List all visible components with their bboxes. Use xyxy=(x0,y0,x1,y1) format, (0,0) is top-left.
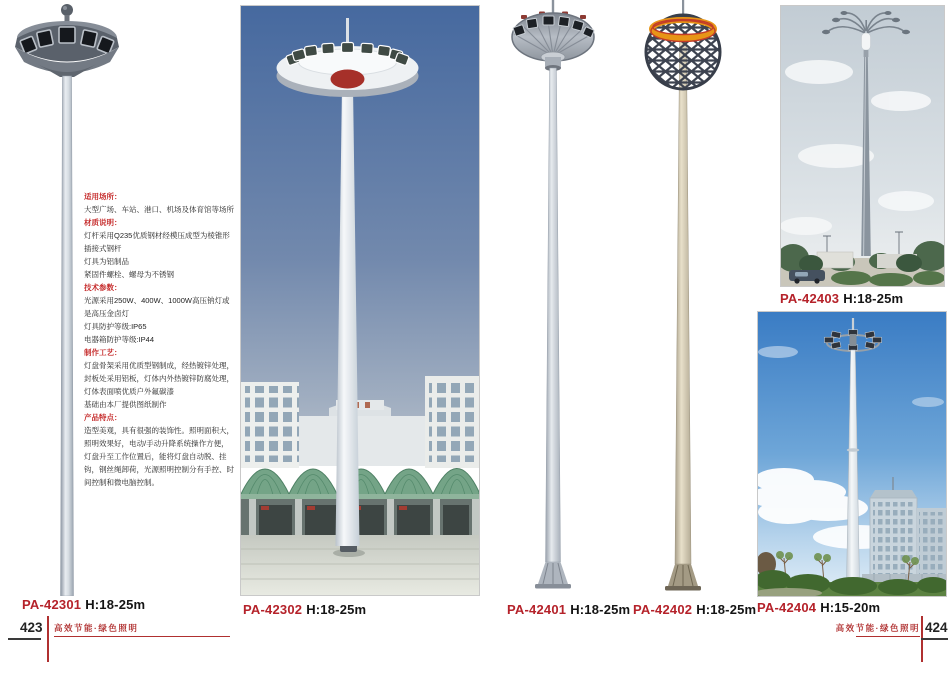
highmast-photo-42404 xyxy=(757,311,947,597)
product-caption-42301 xyxy=(22,597,145,612)
spec-text xyxy=(84,190,236,489)
product-caption-42401 xyxy=(507,602,630,617)
spec-heading: 材质说明： xyxy=(84,218,122,227)
spec-line: 电器箱防护等级:IP44 xyxy=(84,335,155,344)
highmast-pole-42401-illustration xyxy=(487,0,622,598)
footer-divider-left xyxy=(47,616,49,662)
footer-underline-right xyxy=(856,636,920,637)
footer-rule-left xyxy=(8,638,41,640)
spec-heading: 制作工艺： xyxy=(84,348,122,357)
footer-slogan-right: 高效节能·绿色照明 xyxy=(835,623,920,633)
spec-line: 光源采用250W、400W、1000W高压钠灯或是高压金卤灯 xyxy=(84,296,230,318)
spec-line: 基础由本厂提供图纸制作 xyxy=(84,400,167,409)
product-caption-42403 xyxy=(780,291,903,306)
product-model: PA-42301 xyxy=(22,597,82,612)
footer-rule-right xyxy=(921,638,948,640)
product-caption-42302 xyxy=(243,602,366,617)
spec-heading: 产品特点： xyxy=(84,413,122,422)
spec-line: 灯具为铝制品 xyxy=(84,257,129,266)
spec-heading: 适用场所： xyxy=(84,192,122,201)
product-model: PA-42302 xyxy=(243,602,303,617)
product-caption-42402 xyxy=(633,602,756,617)
product-model: PA-42403 xyxy=(780,291,840,306)
spec-line: 大型广场、车站、港口、机场及体育馆等场所 xyxy=(84,205,234,214)
product-height: H:18-25m xyxy=(306,602,367,617)
page-number-left: 423 xyxy=(20,620,43,635)
footer-slogan-left: 高效节能·绿色照明 xyxy=(54,623,139,633)
product-height: H:18-25m xyxy=(85,597,146,612)
product-height: H:15-20m xyxy=(820,600,881,615)
spec-line: 灯具防护等级:IP65 xyxy=(84,322,147,331)
highmast-photo-42302 xyxy=(240,5,480,596)
spec-line: 灯杆采用Q235优质钢材经模压成型为棱锥形插接式钢杆 xyxy=(84,231,230,253)
product-height: H:18-25m xyxy=(696,602,757,617)
product-height: H:18-25m xyxy=(570,602,631,617)
product-model: PA-42401 xyxy=(507,602,567,617)
highmast-pole-42402-illustration xyxy=(620,0,755,598)
spec-line: 紧固件螺栓、螺母为不锈钢 xyxy=(84,270,174,279)
product-model: PA-42404 xyxy=(757,600,817,615)
footer-underline-left xyxy=(54,636,230,637)
page-number-right: 424 xyxy=(925,620,948,635)
spec-heading: 技术参数： xyxy=(84,283,122,292)
product-caption-42404 xyxy=(757,600,880,615)
highmast-photo-42403 xyxy=(780,5,945,287)
spec-line: 造型美观，具有很强的装饰性。照明面积大，照明效果好，电动/手动升降系统操作方便，灯盘升至工作位置后，能将灯盘自动脱、挂钩，钢丝绳卸荷，光源照明控制分有手控、时间控制和微电脑控制。 xyxy=(84,426,234,487)
product-height: H:18-25m xyxy=(843,291,904,306)
product-model: PA-42402 xyxy=(633,602,693,617)
spec-line: 灯盘骨架采用优质型钢制成，经热镀锌处理，封板处采用铝板，灯体内外热镀锌防腐处理，灯体表面喷优质户外氟碳漆 xyxy=(84,361,234,396)
